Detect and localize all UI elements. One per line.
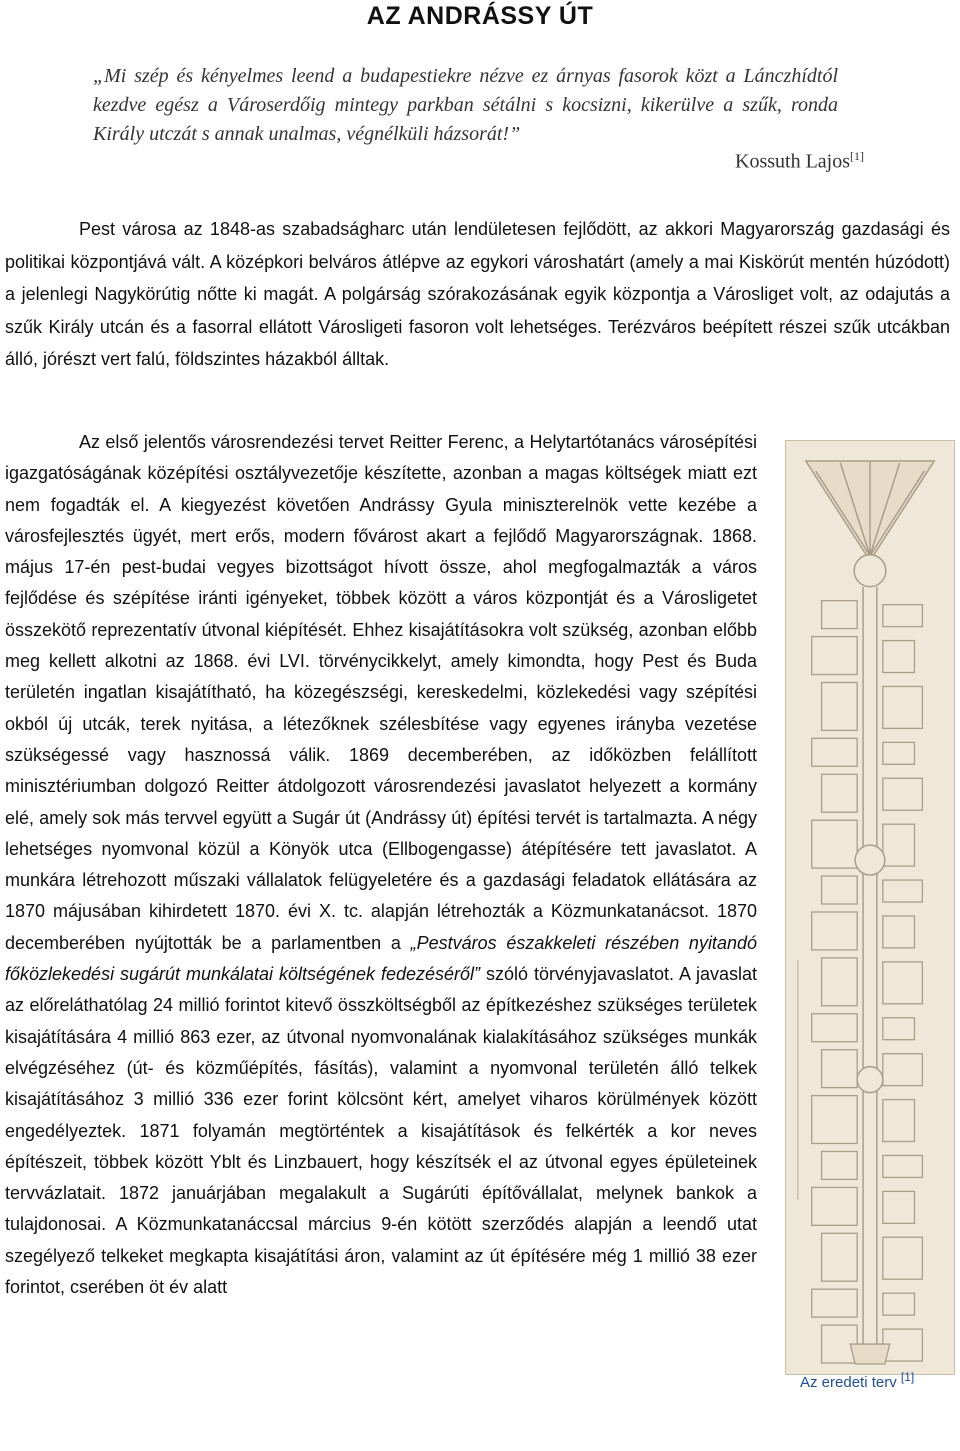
caption-footnote-ref[interactable]: [1] (900, 1370, 915, 1384)
quote-author: Kossuth Lajos (735, 150, 850, 173)
figure-caption (800, 1370, 950, 1391)
paragraph-history (5, 427, 757, 1303)
page-title: AZ ANDRÁSSY ÚT (366, 2, 594, 30)
plan-drawing (786, 441, 954, 1374)
bill-title: „Pestváros északkeleti részében nyitandó főközlekedési sugárút munkálatai költségének fedezéséről” (5, 932, 757, 985)
paragraph-history-part1: Az első jelentős városrendezési tervet Reitter Ferenc, a Helytartótanács városépítési igazgatóságának középítési osztályvezetője készítette, azonban a magas költségek miatt ezt nem fogadták el. A kiegyezést követően Andrássy Gyula miniszterelnök vette kezébe a városfejlesztés ügyét, mert erős, modern fővárost akart a fejlődő Magyarországnak. 1868. május 17-én pest-budai vegyes bizottságot hívott össze, ahol megfogalmazták a város fejlődése és szépítése iránti igényeket, többek között a város központját és a Városligetet összekötő reprezentatív útvonal kiépítését. Ehhez kisajátításokra volt szükség, azonban előbb meg kellett alkotni az 1868. évi LVI. törvénycikkelyt, amely kimondta, hogy Pest és Buda területén ingatlan kisajátítható, ha közegészségi, kereskedelmi, közlekedési vagy szépítési okból új utcák, terek nyitása, a létezőknek szélesbítése vagy egyenes irányba vezetése szükségessé vagy hasznossá válik. 1869 decemberében, az időközben felállított minisztériumban dolgozó Reitter átdolgozott városrendezési javaslatot helyezett a kormány elé, amely sok más tervvel együtt a Sugár út (Andrássy út) építési tervét is tartalmazta. A négy lehetséges nyomvonal közül a Könyök utca (Ellbogengasse) átépítésére tett javaslatot. A munkára létrehozott műszaki vállalatok felügyeletére és a gazdasági feladatok ellátására az 1870 májusában kihirdetett 1870. évi X. tc. alapján létrehozták a Közmunkatanácsot. 1870 decemberében nyújtották be a parlamentben a (5, 432, 757, 953)
paragraph-intro: Pest városa az 1848-as szabadságharc után lendületesen fejlődött, az akkori Magyarország gazdasági és politikai központjává vált. A középkori belváros átlépve az egykori városhatárt (amely a mai Kiskörút mentén húzódott) a jelenlegi Nagykörútig nőtte ki magát. A polgárság szórakozásának egyik központja a Városliget volt, az odajutás a szűk Király utcán és a fasorral ellátott Városligeti fasoron volt lehetséges. Terézváros beépített részei szűk utcákban álló, jórészt vert falú, földszintes házakból álltak. (5, 219, 950, 370)
paragraph-history-part2: szóló törvényjavaslatot. A javaslat az előreláthatólag 24 millió forintot kitevő összköltségből az építkezéshez szükséges területek kisajátítására 4 millió 863 ezer, az útvonal nyomvonalának kialakításához szükséges munkák elvégzéséhez (út- és közműépítés, fásítás), valamint a nyomvonal területén álló telkek kisajátításához 3 millió 336 ezer forint kölcsönt kért, amelyet viharos körülmények között engedélyeztek. 1871 folyamán megtörténtek a kisajátítások és felkérték a kor neves építészeit, többek között Yblt és Linzbauert, hogy készítsék el az útvonal egyes épületeinek tervvázlatait. 1872 januárjában megalakult a Sugárúti építővállalat, melynek bankok a tulajdonosai. A Közmunkatanáccsal március 9-én kötött szerződés alapján a leendő utat szegélyező telkeket megkapta kisajátítási áron, valamint az út építésére még 1 millió 38 ezer forintot, cserében öt év alatt (5, 964, 757, 1298)
footnote-ref[interactable]: [1] (850, 149, 864, 163)
quote-attribution (735, 149, 864, 174)
caption-text: Az eredeti terv (800, 1374, 897, 1391)
epigraph-quote: „Mi szép és kényelmes leend a budapestiekre nézve ez árnyas fasorok közt a Lánczhídtól kezdve egész a Városerdőig mintegy parkban sétálni s kocsizni, kikerülve a szűk, ronda Király utczát s annak unalmas, végnélküli házsorát!” (93, 65, 838, 145)
original-plan-image (785, 440, 955, 1375)
